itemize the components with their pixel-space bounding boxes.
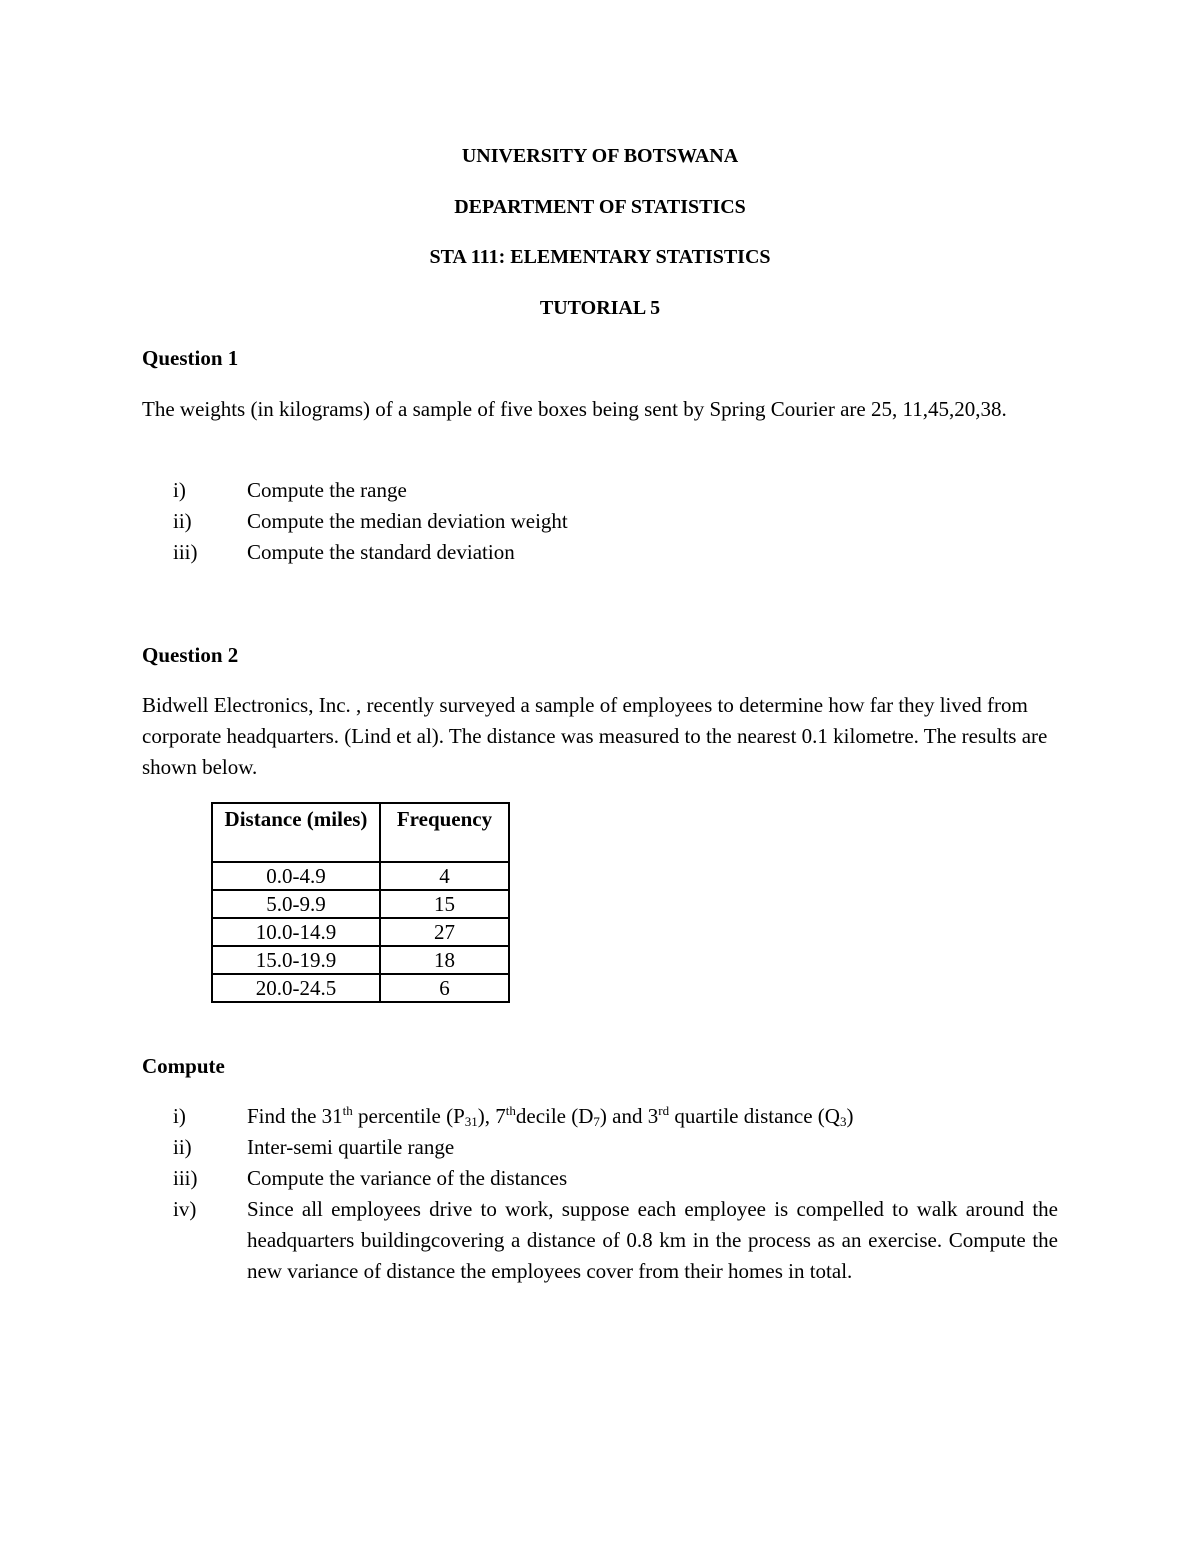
compute-list — [0, 1101, 1200, 1287]
list-item — [0, 537, 1200, 568]
frequency-cell: 18 — [380, 946, 509, 974]
table-row — [212, 890, 509, 918]
item-number: i) — [173, 478, 186, 502]
question-1-list — [0, 475, 1200, 568]
item-number: i) — [173, 1104, 186, 1128]
distance-cell: 15.0-19.9 — [212, 946, 380, 974]
item-text: Compute the median deviation weight — [247, 509, 568, 533]
compute-heading: Compute — [142, 1054, 225, 1078]
item-number: ii) — [173, 1135, 192, 1159]
item-text: Compute the variance of the distances — [247, 1166, 568, 1190]
frequency-cell: 4 — [380, 862, 509, 890]
item-text: Compute the range — [247, 478, 407, 502]
item-text: Compute the standard deviation — [247, 540, 515, 564]
list-item — [0, 1194, 1200, 1287]
item-number: ii) — [173, 509, 192, 533]
item-number: iii) — [173, 1166, 198, 1190]
question-2-text: Bidwell Electronics, Inc. , recently surveyed a sample of employees to determine how far they lived from corporate headquarters. (Lind et al). The distance was measured to the nearest 0.1 kilometre. The results are shown below. — [142, 693, 1048, 779]
distance-column-header: Distance (miles) — [212, 803, 380, 862]
frequency-cell: 6 — [380, 974, 509, 1002]
question-1-heading: Question 1 — [142, 346, 239, 370]
question-1-text: The weights (in kilograms) of a sample of five boxes being sent by Spring Courier are 25, 11,45,20,38. — [142, 397, 1007, 421]
distance-cell: 5.0-9.9 — [212, 890, 380, 918]
table-row — [212, 862, 509, 890]
list-item — [0, 475, 1200, 506]
frequency-column-header: Frequency — [380, 803, 509, 862]
frequency-table — [211, 802, 510, 1003]
department-title: DEPARTMENT OF STATISTICS — [454, 196, 746, 218]
item-text: Since all employees drive to work, suppose each employee is compelled to walk around the headquarters buildingcovering a distance of 0.8 km in the process as an exercise. Compute the new variance of distance the employees cover from their homes in total. — [247, 1197, 1058, 1283]
distance-cell: 10.0-14.9 — [212, 918, 380, 946]
list-item — [0, 506, 1200, 537]
university-title: UNIVERSITY OF BOTSWANA — [461, 145, 739, 167]
item-text: Find the 31th percentile $(P_{31})$, 7thdecile $(D_7)$ and 3rd quartile distance $(Q_3)$ — [247, 1103, 854, 1129]
frequency-cell: 15 — [380, 890, 509, 918]
frequency-cell: 27 — [380, 918, 509, 946]
course-title: STA 111: ELEMENTARY STATISTICS — [429, 246, 771, 268]
item-text: Inter-semi quartile range — [247, 1135, 455, 1159]
tutorial-title: TUTORIAL 5 — [539, 297, 661, 319]
table-header-row — [212, 803, 509, 862]
table-row — [212, 918, 509, 946]
distance-cell: 20.0-24.5 — [212, 974, 380, 1002]
question-2-heading: Question 2 — [142, 643, 239, 667]
table-row — [212, 974, 509, 1002]
item-number: iii) — [173, 540, 198, 564]
item-number: iv) — [173, 1197, 197, 1221]
list-item — [0, 1132, 1200, 1163]
distance-cell: 0.0-4.9 — [212, 862, 380, 890]
table-row — [212, 946, 509, 974]
list-item — [0, 1163, 1200, 1194]
list-item — [0, 1101, 1200, 1132]
